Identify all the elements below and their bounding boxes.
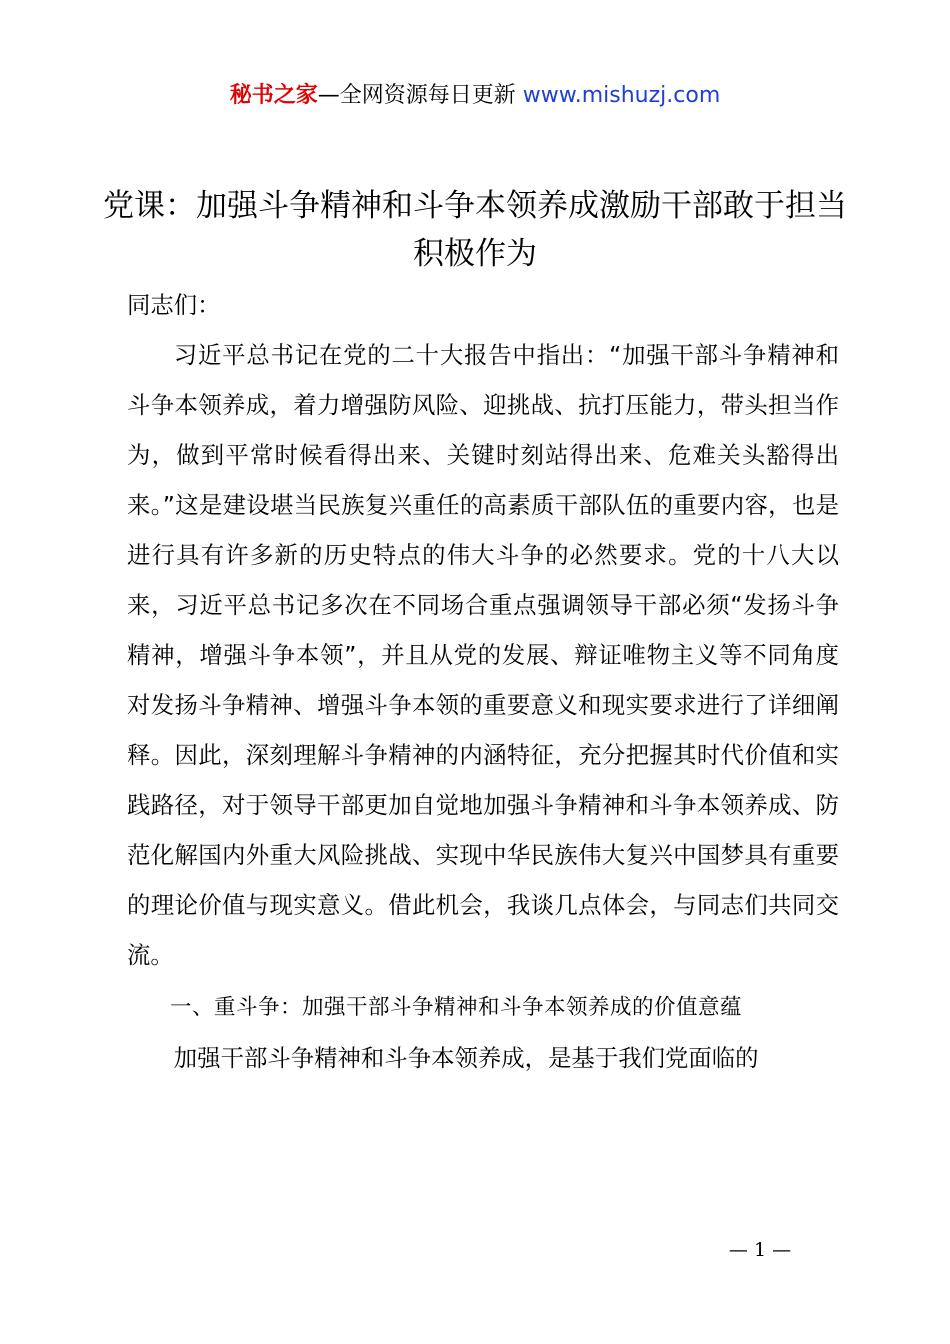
document-title: 党课：加强斗争精神和斗争本领养成激励干部敢于担当积极作为 [103,188,847,272]
body-paragraph: 习近平总书记在党的二十大报告中指出：“加强干部斗争精神和斗争本领养成，着力增强防风险、迎挑战、抗打压能力，带头担当作为，做到平常时候看得出来、关键时刻站得出来、危难关头豁得出来。”这是建设堪当民族复兴重任的高素质干部队伍的重要内容，也是进行具有许多新的历史特点的伟大斗争的必然要求。党的十八大以来，习近平总书记多次在不同场合重点强调领导干部必须“发扬斗争精神，增强斗争本领”，并且从党的发展、辩证唯物主义等不同角度对发扬斗争精神、增强斗争本领的重要意义和现实要求进行了详细阐释。因此，深刻理解斗争精神的内涵特征，充分把握其时代价值和实践路径，对于领导干部更加自觉地加强斗争精神和斗争本领养成、防范化解国内外重大风险挑战、实现中华民族伟大复兴中国梦具有重要的理论价值与现实意义。借此机会，我谈几点体会，与同志们共同交流。 [127,341,839,969]
site-tagline: —全网资源每日更新 [317,83,523,108]
body-paragraph: 加强干部斗争精神和斗争本领养成，是基于我们党面临的 [173,1044,759,1072]
page-number: — 1 — [728,1239,792,1261]
site-url-link[interactable]: www.mishuzj.com [522,83,721,108]
section-heading: 一、重斗争：加强干部斗争精神和斗争本领养成的价值意蕴 [170,995,743,1020]
document-body [127,280,839,1083]
site-brand: 秘书之家 [229,83,318,108]
site-header [0,80,950,112]
salutation: 同志们： [127,291,221,319]
